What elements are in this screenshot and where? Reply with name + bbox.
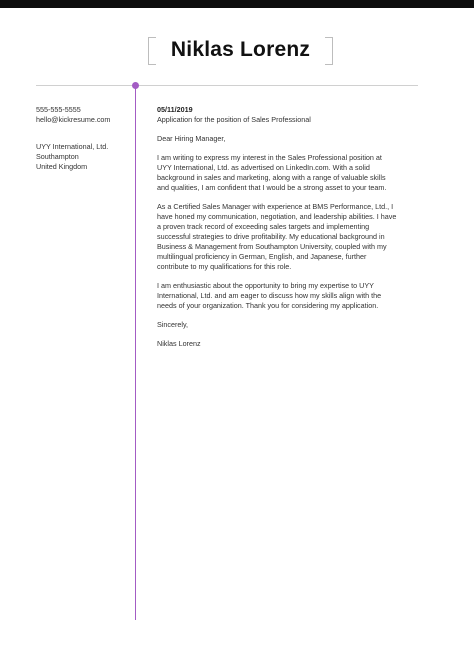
top-bar [0,0,474,8]
paragraph-3 [157,281,447,311]
letter-body [157,105,447,349]
contact-column [36,105,132,172]
paragraph-1 [157,153,447,193]
recipient-company: UYY International, Ltd. [36,142,109,151]
paragraph-line: I am writing to express my interest in the Sales Professional position at [157,153,382,162]
phone-number: 555-555-5555 [36,105,81,114]
signature: Niklas Lorenz [157,339,201,348]
paragraph-line: International, Ltd. and am eager to discuss how my skills align with the [157,291,382,300]
paragraph-line: Business & Management from Southampton University, coupled with my [157,242,387,251]
recipient-country: United Kingdom [36,162,88,171]
paragraph-line: UYY International, Ltd. as advertised on LinkedIn.com. With a solid [157,163,370,172]
paragraph-line: and qualities, I am confident that I would be a strong asset to your team. [157,183,387,192]
paragraph-line: I am enthusiastic about the opportunity to bring my expertise to UYY [157,281,374,290]
name-header [148,37,333,63]
timeline-divider [135,86,136,620]
paragraph-line: needs of your organization. Thank you for considering my application. [157,301,379,310]
header-divider [36,85,418,86]
timeline-dot [132,82,139,89]
paragraph-line: have honed my communication, negotiation, and leadership abilities. I have [157,212,397,221]
greeting: Dear Hiring Manager, [157,134,226,143]
paragraph-line: contribute to my qualifications for this role. [157,262,292,271]
paragraph-line: multilingual proficiency in German, English, and Japanese, further [157,252,367,261]
paragraph-2 [157,202,447,272]
recipient-city: Southampton [36,152,79,161]
applicant-name: Niklas Lorenz [170,38,311,61]
paragraph-line: successful strategies to drive profitability. My educational background in [157,232,385,241]
paragraph-line: background in sales and marketing, along with a range of valuable skills [157,173,386,182]
closing: Sincerely, [157,320,189,329]
letter-date: 05/11/2019 [157,105,193,114]
email-address: hello@kickresume.com [36,115,111,124]
paragraph-line: As a Certified Sales Manager with experience at BMS Performance, Ltd., I [157,202,394,211]
paragraph-line: a proven track record of exceeding sales targets and implementing [157,222,370,231]
letter-subject: Application for the position of Sales Professional [157,115,311,124]
